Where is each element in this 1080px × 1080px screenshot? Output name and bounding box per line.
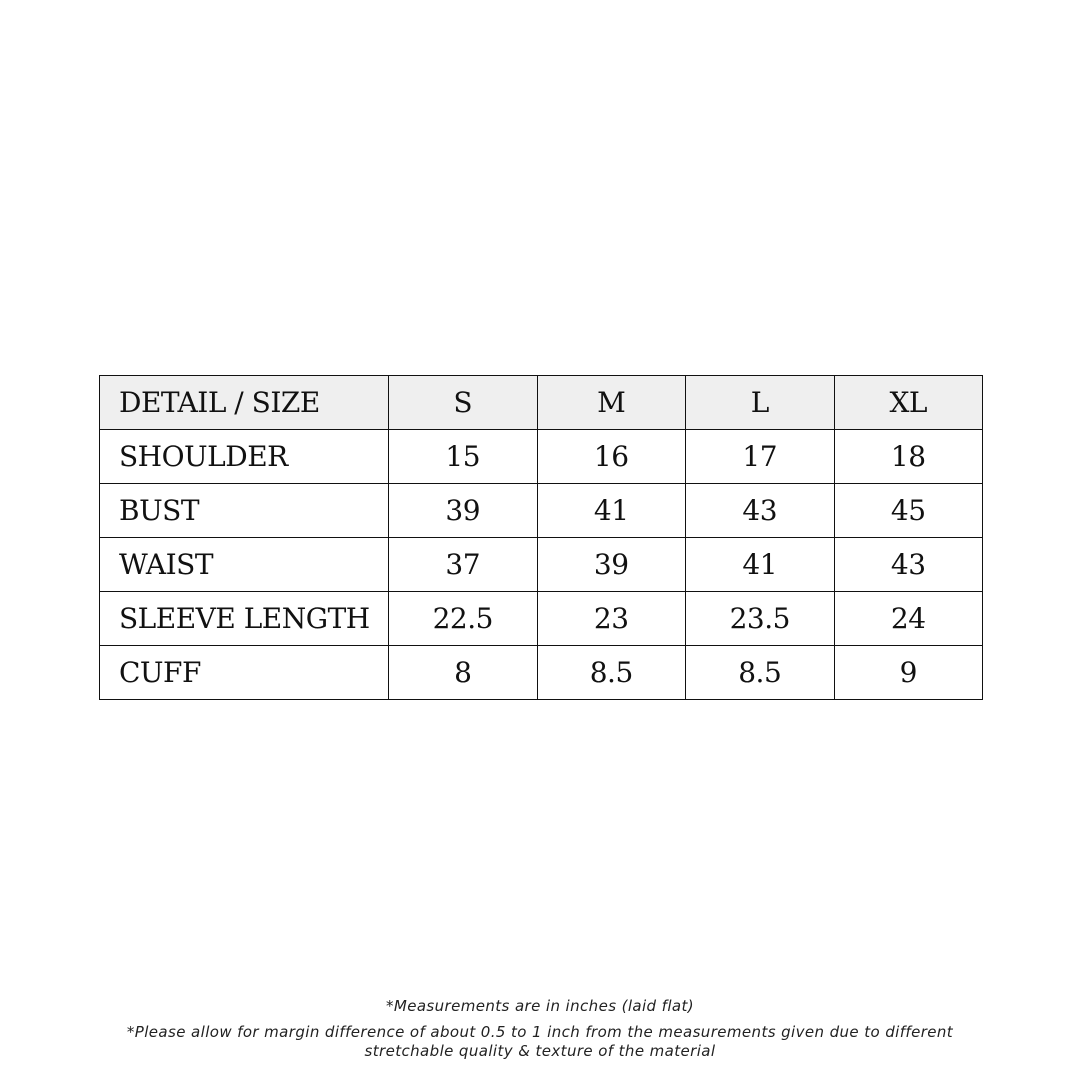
table-cell: 24 [834, 592, 983, 646]
table-cell: 41 [537, 484, 686, 538]
footnotes [0, 996, 1080, 1061]
row-label: CUFF [100, 646, 389, 700]
table-cell: 8.5 [537, 646, 686, 700]
table-cell: 9 [834, 646, 983, 700]
row-label: SLEEVE LENGTH [100, 592, 389, 646]
table-cell: 16 [537, 430, 686, 484]
table-cell: 23 [537, 592, 686, 646]
table-cell: 8.5 [686, 646, 835, 700]
table-cell: 23.5 [686, 592, 835, 646]
row-label: SHOULDER [100, 430, 389, 484]
table-cell: 37 [389, 538, 538, 592]
header-size-s: S [389, 376, 538, 430]
table-row-bust [100, 484, 983, 538]
table-cell: 45 [834, 484, 983, 538]
table-cell: 15 [389, 430, 538, 484]
row-label: WAIST [100, 538, 389, 592]
table-cell: 22.5 [389, 592, 538, 646]
table-cell: 8 [389, 646, 538, 700]
table-cell: 41 [686, 538, 835, 592]
header-size-l: L [686, 376, 835, 430]
table-cell: 39 [389, 484, 538, 538]
table-cell: 39 [537, 538, 686, 592]
table-cell: 43 [834, 538, 983, 592]
header-size-xl: XL [834, 376, 983, 430]
header-size-m: M [537, 376, 686, 430]
table-cell: 17 [686, 430, 835, 484]
table-row-sleeve-length [100, 592, 983, 646]
table-header-row [100, 376, 983, 430]
size-chart-table [99, 375, 983, 700]
row-label: BUST [100, 484, 389, 538]
disclaimer-note: *Please allow for margin difference of about 0.5 to 1 inch from the measurements given due to different stretchable quality & texture of the material [126, 1023, 954, 1060]
units-note: *Measurements are in inches (laid flat) [385, 997, 695, 1015]
table-row-shoulder [100, 430, 983, 484]
header-detail-size: DETAIL / SIZE [100, 376, 389, 430]
table-row-cuff [100, 646, 983, 700]
table-row-waist [100, 538, 983, 592]
table-cell: 43 [686, 484, 835, 538]
table-cell: 18 [834, 430, 983, 484]
